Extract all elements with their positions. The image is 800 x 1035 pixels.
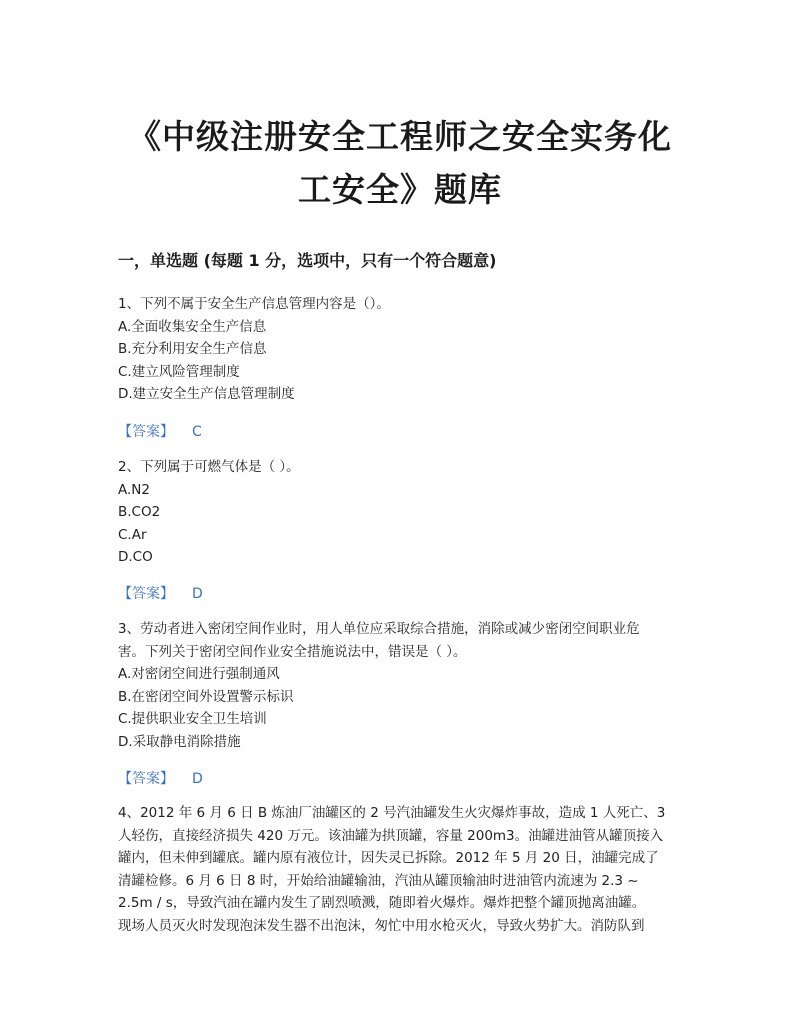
option-d: D.采取静电消除措施 <box>118 733 241 750</box>
option-b: B.在密闭空间外设置警示标识 <box>118 688 294 705</box>
answer-label: 【答案】 <box>118 586 174 602</box>
option-b: B.CO2 <box>118 504 161 520</box>
option-a: A.全面收集安全生产信息 <box>118 318 267 335</box>
question-stem-line-5: 2.5m / s，导致汽油在罐内发生了剧烈喷溅，随即着火爆炸。爆炸把整个罐顶抛离油罐。 <box>118 895 646 911</box>
question-stem-line-2: 人轻伤，直接经济损失 420 万元。该油罐为拱顶罐，容量 200m3。油罐进油管从罐顶接入 <box>118 827 664 844</box>
answer-1 <box>118 421 202 441</box>
question-4 <box>118 802 688 937</box>
option-c: C.提供职业安全卫生培训 <box>118 711 267 727</box>
question-3 <box>118 618 688 753</box>
section-heading: 一，单选题 (每题 1 分，选项中，只有一个符合题意) <box>118 251 497 270</box>
question-1 <box>118 293 688 406</box>
title-line-2: 工安全》题库 <box>298 170 502 209</box>
option-a: A.N2 <box>118 481 150 498</box>
option-c: C.建立风险管理制度 <box>118 363 240 380</box>
title-line-1: 《中级注册安全工程师之安全实务化 <box>128 117 672 156</box>
option-c: C.Ar <box>118 526 147 543</box>
answer-value: D <box>192 771 203 787</box>
question-stem-line-4: 清罐检修。6 月 6 日 8 时，开始给油罐输油，汽油从罐顶输油时进油管内流速为 2.3 ~ <box>118 872 639 889</box>
option-d: D.CO <box>118 549 153 565</box>
question-2 <box>118 456 688 569</box>
question-stem: 1、下列不属于安全生产信息管理内容是（）。 <box>118 296 390 312</box>
question-stem-line-6: 现场人员灭火时发现泡沫发生器不出泡沫，匆忙中用水枪灭火，导致火势扩大。消防队到 <box>118 917 645 934</box>
question-stem-line-3: 罐内，但未伸到罐底。罐内原有液位计，因失灵已拆除。2012 年 5 月 20 日，油罐完成了 <box>118 850 659 866</box>
question-stem-line-1: 3、劳动者进入密闭空间作业时，用人单位应采取综合措施，消除或减少密闭空间职业危 <box>118 621 640 637</box>
option-a: A.对密闭空间进行强制通风 <box>118 666 280 682</box>
question-stem: 2、下列属于可燃气体是（ ）。 <box>118 459 300 475</box>
option-b: B.充分利用安全生产信息 <box>118 341 267 357</box>
answer-value: C <box>192 424 202 440</box>
answer-2 <box>118 583 203 603</box>
document-title <box>100 110 700 216</box>
answer-value: D <box>192 586 203 602</box>
option-d: D.建立安全生产信息管理制度 <box>118 386 295 402</box>
question-stem-line-1: 4、2012 年 6 月 6 日 B 炼油厂油罐区的 2 号汽油罐发生火灾爆炸事故，造成 1 人死亡、3 <box>118 805 666 821</box>
answer-3 <box>118 768 203 788</box>
answer-label: 【答案】 <box>118 771 174 787</box>
question-stem-line-2: 害。下列关于密闭空间作业安全措施说法中，错误是（ ）。 <box>118 643 467 660</box>
answer-label: 【答案】 <box>118 424 174 440</box>
